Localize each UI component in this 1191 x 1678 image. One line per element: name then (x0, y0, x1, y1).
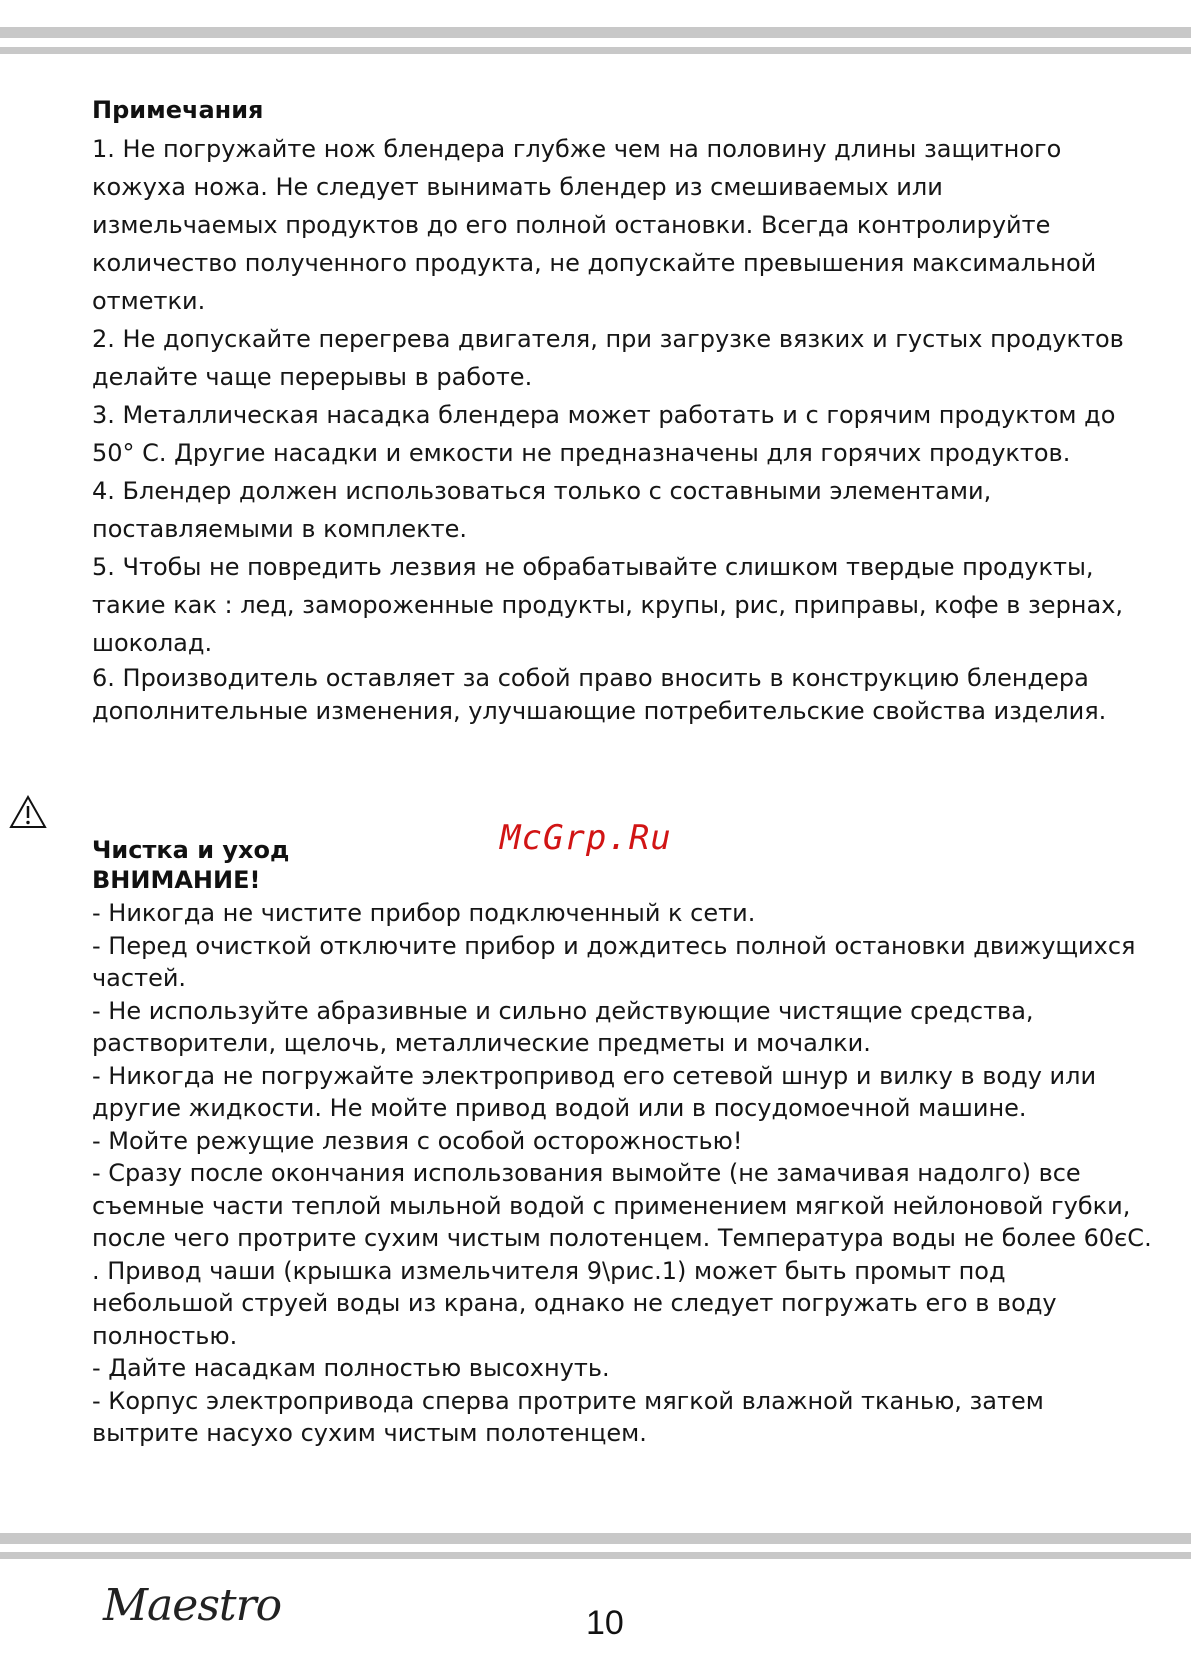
note-item: 4. Блендер должен использоваться только с составными элементами, поставляемыми в комплекте. (92, 477, 992, 543)
cleaning-item: - Не используйте абразивные и сильно действующие чистящие средства, растворители, щелочь, металлические предметы и мочалки. (92, 996, 1034, 1057)
cleaning-item: - Мойте режущие лезвия с особой осторожностью! (92, 1126, 743, 1155)
watermark: McGrp.Ru (500, 818, 672, 858)
note-item: 3. Металлическая насадка блендера может работать и с горячим продуктом до 50° С. Другие насадки и емкости не предназначены для горячих продуктов. (92, 401, 1116, 467)
cleaning-item: - Перед очисткой отключите прибор и дождитесь полной остановки движущихся частей. (92, 931, 1136, 992)
notes-heading: Примечания (92, 96, 264, 124)
warning-triangle-icon (9, 795, 47, 829)
cleaning-item: - Никогда не погружайте электропривод его сетевой шнур и вилку в воду или другие жидкости. Не мойте привод водой или в посудомоечной машине. (92, 1061, 1097, 1122)
note-item: 1. Не погружайте нож блендера глубже чем на половину длины защитного кожуха ножа. Не следует вынимать блендер из смешиваемых или измельчаемых продуктов до его полной остановки. Всегда контролируйте количество полученного продукта, не допускайте превышения максимальной отметки. (92, 135, 1097, 315)
note-item: 5. Чтобы не повредить лезвия не обрабатывайте слишком твердые продукты, такие как : лед, замороженные продукты, крупы, рис, приправы, кофе в зернах, шоколад. (92, 553, 1124, 657)
header-rule-thick (0, 27, 1191, 38)
cleaning-list (92, 897, 1152, 1450)
cleaning-item: - Сразу после окончания использования вымойте (не замачивая надолго) все съемные части теплой мыльной водой с применением мягкой нейлоновой губки, после чего протрите сухим чистым полотенцем. Температура воды не более 60єС. . Привод чаши (крышка измельчителя 9\рис.1) может быть промыт под небольшой струей воды из крана, однако не следует погружать его в воду полностью. (92, 1159, 1152, 1350)
cleaning-item: - Дайте насадкам полностью высохнуть. (92, 1354, 610, 1382)
notes-list (92, 130, 1132, 728)
header-rule-thin (0, 47, 1191, 54)
cleaning-heading: Чистка и уход (92, 836, 290, 864)
note-item: 6. Производитель оставляет за собой право вносить в конструкцию блендера дополнительные изменения, улучшающие потребительские свойства изделия. (92, 664, 1107, 725)
note-item: 2. Не допускайте перегрева двигателя, при загрузке вязких и густых продуктов делайте чаще перерывы в работе. (92, 325, 1124, 391)
cleaning-item: - Корпус электропривода сперва протрите мягкой влажной тканью, затем вытрите насухо сухим чистым полотенцем. (92, 1386, 1044, 1447)
cleaning-item: - Никогда не чистите прибор подключенный к сети. (92, 899, 756, 927)
brand-logo: Maestro (103, 1580, 282, 1631)
page-number: 10 (586, 1604, 624, 1642)
footer-rule-thin (0, 1552, 1191, 1559)
attention-heading: ВНИМАНИЕ! (92, 866, 261, 894)
footer-rule-thick (0, 1533, 1191, 1544)
